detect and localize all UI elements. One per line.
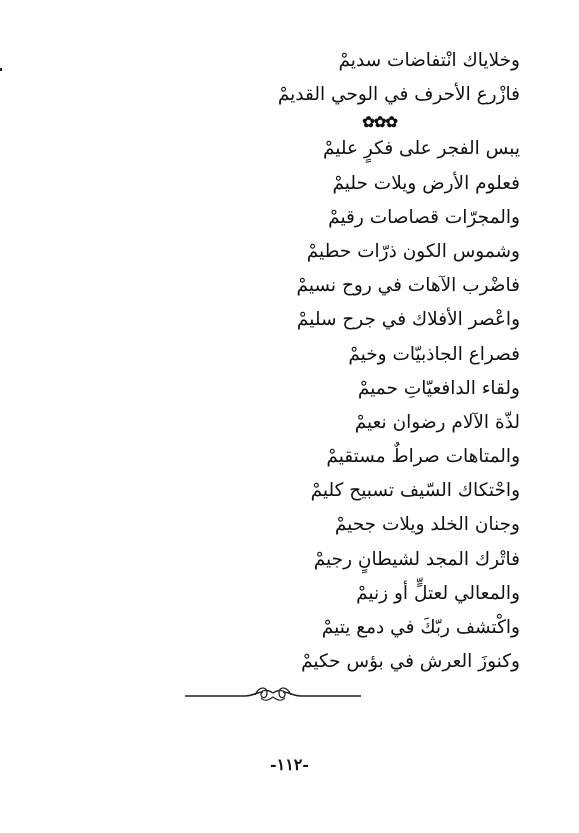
poem-line: فازْرع الأحرف في الوحي القديمْ bbox=[277, 84, 520, 106]
ornament-divider bbox=[185, 680, 361, 708]
poem-line: فعلوم الأرض ويلات حليمْ bbox=[332, 172, 520, 194]
poem-line: فاضْرب الآهات في روح نسيمْ bbox=[296, 275, 520, 297]
edge-mark bbox=[0, 68, 2, 71]
poem-line: فصراع الجاذبيّات وخيمْ bbox=[348, 343, 520, 365]
page-number: -١١٢- bbox=[269, 755, 310, 774]
poem-line: وجنان الخلد ويلات جحيمْ bbox=[334, 514, 520, 536]
poem bbox=[60, 44, 520, 679]
poem-line: لذّة الآلام رضوان نعيمْ bbox=[354, 411, 520, 433]
poem-line: ولقاء الدافعيّاتِ حميمْ bbox=[357, 377, 520, 399]
poem-line: يبس الفجر على فكرٍ عليمْ bbox=[322, 138, 520, 160]
poem-line: وشموس الكون ذرّات حطيمْ bbox=[306, 240, 520, 262]
poem-line: وكنوزَ العرش في بؤس حكيمْ bbox=[301, 651, 520, 673]
poem-line: واعْصر الأفلاك في جرح سليمْ bbox=[296, 309, 520, 331]
stanza-separator: ✿✿✿ bbox=[362, 113, 397, 132]
poem-line: واحْتكاك السّيف تسبيح كليمْ bbox=[310, 480, 520, 502]
poem-line: وخلاياك انْتفاضات سديمْ bbox=[338, 50, 520, 71]
poem-line: فاتْرك المجد لشيطانٍ رجيمْ bbox=[313, 548, 520, 570]
poem-line: واكْتشف ربّكَ في دمع يتيمْ bbox=[321, 617, 520, 638]
poem-line: والمعالي لعتلٍّ أو زنيمْ bbox=[356, 582, 520, 604]
poem-line: والمجرّات قصاصات رقيمْ bbox=[328, 206, 520, 228]
poem-line: والمتاهات صراطٌ مستقيمْ bbox=[326, 446, 520, 468]
